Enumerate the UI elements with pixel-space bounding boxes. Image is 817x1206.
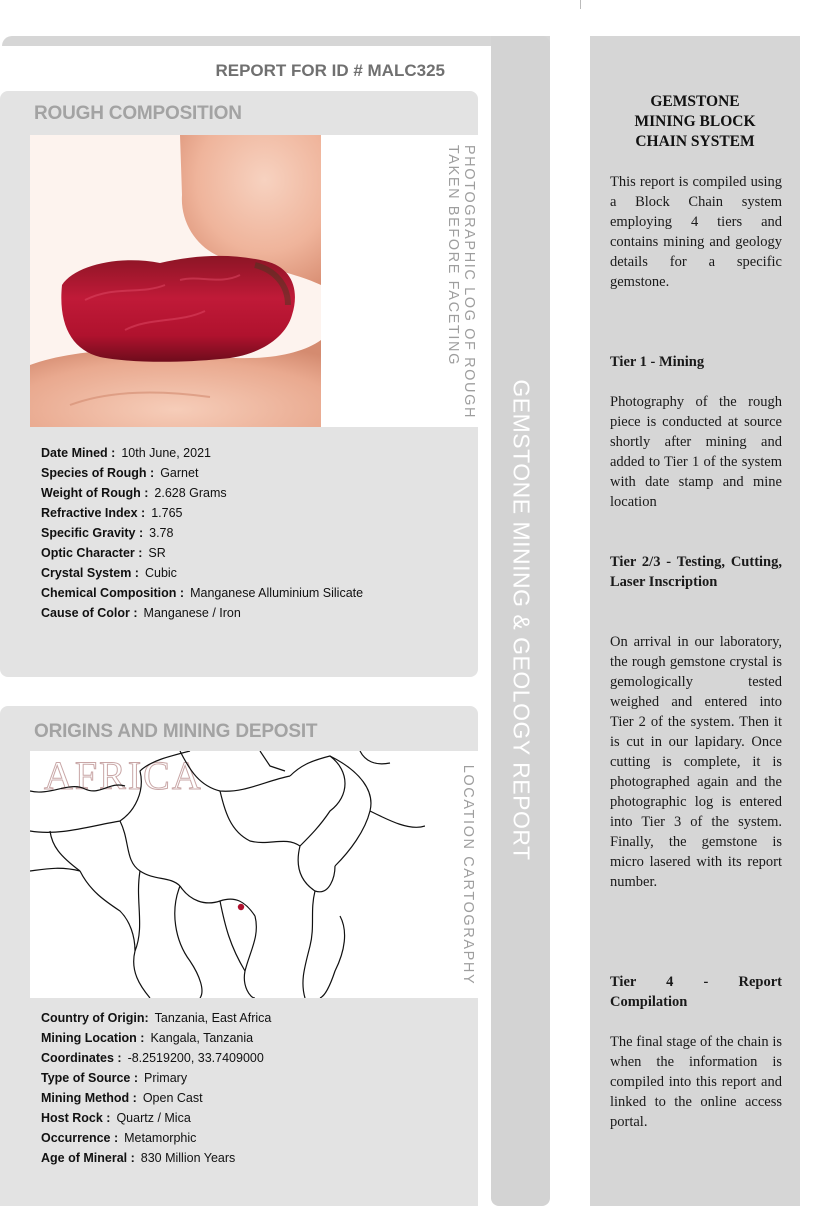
property-row <box>41 1028 271 1048</box>
property-row <box>41 443 363 463</box>
property-row <box>41 1128 271 1148</box>
property-row <box>41 463 363 483</box>
tier23-body: On arrival in our laboratory, the rough gemstone crystal is gemologically tested weighed and entered into Tier 2 of the system. Then it is cut in our lapidary. Once cutting is complete, it is photographed again and the photographic log is entered into Tier 3 of the system. Finally, the gemstone is micro lasered with its report number. <box>610 634 782 890</box>
property-label: Weight of Rough : <box>41 486 149 500</box>
property-label: Coordinates : <box>41 1051 122 1065</box>
property-value: -8.2519200, 33.7409000 <box>127 1051 264 1065</box>
report-id-title: REPORT FOR ID # MALC325 <box>215 61 445 80</box>
rough-photo-caption-text: PHOTOGRAPHIC LOG OF ROUGH TAKEN BEFORE FACETING <box>445 144 477 420</box>
property-value: Primary <box>144 1071 188 1085</box>
property-value: 2.628 Grams <box>154 486 227 500</box>
property-row <box>41 1048 271 1068</box>
property-value: Manganese / Iron <box>143 606 241 620</box>
property-label: Country of Origin: <box>41 1011 149 1025</box>
property-value: Tanzania, East Africa <box>154 1011 272 1025</box>
property-value: 1.765 <box>151 506 183 520</box>
property-label: Crystal System : <box>41 566 139 580</box>
property-label: Date Mined : <box>41 446 116 460</box>
rough-composition-heading: ROUGH COMPOSITION <box>34 103 242 124</box>
property-label: Occurrence : <box>41 1131 119 1145</box>
property-value: Cubic <box>144 566 177 580</box>
property-row <box>41 1008 271 1028</box>
blockchain-title: GEMSTONE MINING BLOCK CHAIN SYSTEM <box>634 93 756 150</box>
property-row <box>41 1088 271 1108</box>
property-row <box>41 543 363 563</box>
property-value: 10th June, 2021 <box>121 446 211 460</box>
tier4-heading: Tier 4 - Report Compilation <box>610 974 782 1010</box>
report-band-title: GEMSTONE MINING & GEOLOGY REPORT <box>508 379 535 861</box>
property-value: Kangala, Tanzania <box>150 1031 254 1045</box>
property-label: Optic Character : <box>41 546 143 560</box>
property-row <box>41 1108 271 1128</box>
property-label: Species of Rough : <box>41 466 155 480</box>
tier23-heading: Tier 2/3 - Testing, Cutting, Laser Inscription <box>610 554 782 590</box>
property-value: Manganese Alluminium Silicate <box>190 586 364 600</box>
tier1-heading: Tier 1 - Mining <box>610 354 705 370</box>
property-value: Open Cast <box>142 1091 203 1105</box>
property-row <box>41 603 363 623</box>
tier4-body: The final stage of the chain is when the information is compiled into this report and linked to the online access portal. <box>610 1034 782 1130</box>
mine-location-marker <box>238 904 244 910</box>
blockchain-info-column <box>590 36 800 1206</box>
origins-heading: ORIGINS AND MINING DEPOSIT <box>34 721 318 742</box>
property-row <box>41 1068 271 1088</box>
rough-gemstone-photo <box>30 135 321 427</box>
map-watermark-text: AFRICA <box>44 753 203 798</box>
property-row <box>41 1148 271 1168</box>
property-label: Age of Mineral : <box>41 1151 135 1165</box>
rough-gemstone-illustration <box>30 135 321 427</box>
property-row <box>41 563 363 583</box>
property-label: Refractive Index : <box>41 506 146 520</box>
property-value: 3.78 <box>149 526 174 540</box>
africa-map-illustration <box>30 751 425 998</box>
rough-properties-list <box>41 443 363 623</box>
rough-photo-caption <box>445 145 477 419</box>
property-row <box>41 523 363 543</box>
blockchain-intro: This report is compiled using a Block Chain system employing 4 tiers and contains mining and geology details for a specific gemstone. <box>610 174 782 290</box>
property-label: Mining Location : <box>41 1031 145 1045</box>
page-tick-mark <box>580 0 581 9</box>
origin-properties-list <box>41 1008 271 1168</box>
property-row <box>41 583 363 603</box>
property-label: Mining Method : <box>41 1091 137 1105</box>
property-value: Quartz / Mica <box>116 1111 191 1125</box>
property-label: Specific Gravity : <box>41 526 144 540</box>
africa-map <box>30 751 425 998</box>
header-bar <box>2 36 550 46</box>
property-label: Chemical Composition : <box>41 586 185 600</box>
map-caption: LOCATION CARTOGRAPHY <box>460 764 476 986</box>
property-value: SR <box>148 546 166 560</box>
property-value: 830 Million Years <box>140 1151 236 1165</box>
property-value: Metamorphic <box>124 1131 197 1145</box>
property-value: Garnet <box>160 466 199 480</box>
property-row <box>41 503 363 523</box>
property-label: Type of Source : <box>41 1071 139 1085</box>
property-row <box>41 483 363 503</box>
property-label: Cause of Color : <box>41 606 138 620</box>
property-label: Host Rock : <box>41 1111 111 1125</box>
tier1-body: Photography of the rough piece is conducted at source shortly after mining and added to Tier 1 of the system with date stamp and mine location <box>610 394 782 510</box>
